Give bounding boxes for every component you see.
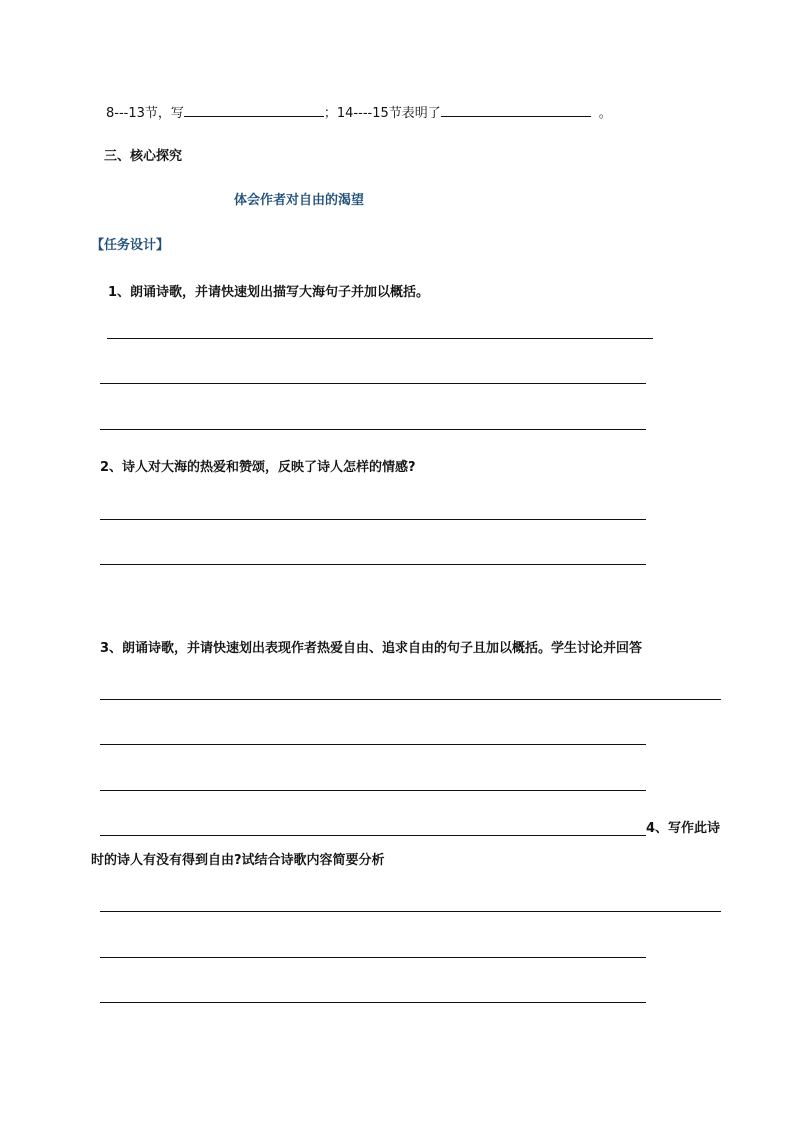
- answer-line[interactable]: [100, 744, 646, 745]
- blank-1[interactable]: [184, 104, 324, 117]
- question-3: 3、朗诵诗歌，并请快速划出表现作者热爱自由、追求自由的句子且加以概括。学生讨论并回答: [100, 641, 643, 656]
- line1-part2: ；14----15节表明了: [323, 106, 441, 121]
- question-4-continued: 时的诗人有没有得到自由?试结合诗歌内容简要分析: [91, 853, 385, 868]
- question-1: 1、朗诵诗歌，并请快速划出描写大海句子并加以概括。: [108, 285, 430, 300]
- section-heading: 三、核心探究: [104, 149, 183, 164]
- answer-line[interactable]: [100, 835, 646, 836]
- blank-2[interactable]: [441, 104, 591, 117]
- question-2: 2、诗人对大海的热爱和赞颂，反映了诗人怎样的情感?: [100, 460, 416, 475]
- answer-line[interactable]: [100, 429, 646, 430]
- answer-line[interactable]: [100, 1002, 646, 1003]
- fill-in-line: [106, 104, 612, 122]
- answer-line[interactable]: [100, 911, 721, 912]
- answer-line[interactable]: [100, 790, 646, 791]
- answer-line[interactable]: [100, 383, 646, 384]
- question-4-start: 4、写作此诗: [646, 821, 721, 836]
- answer-line[interactable]: [100, 957, 646, 958]
- answer-line[interactable]: [100, 519, 646, 520]
- subtitle: 体会作者对自由的渴望: [234, 193, 365, 208]
- answer-line[interactable]: [107, 338, 653, 339]
- line1-part1: 8---13节，写: [106, 106, 184, 121]
- answer-line[interactable]: [100, 564, 646, 565]
- task-label: 【任务设计】: [91, 238, 170, 253]
- answer-line[interactable]: [100, 699, 721, 700]
- line1-end: 。: [598, 106, 612, 121]
